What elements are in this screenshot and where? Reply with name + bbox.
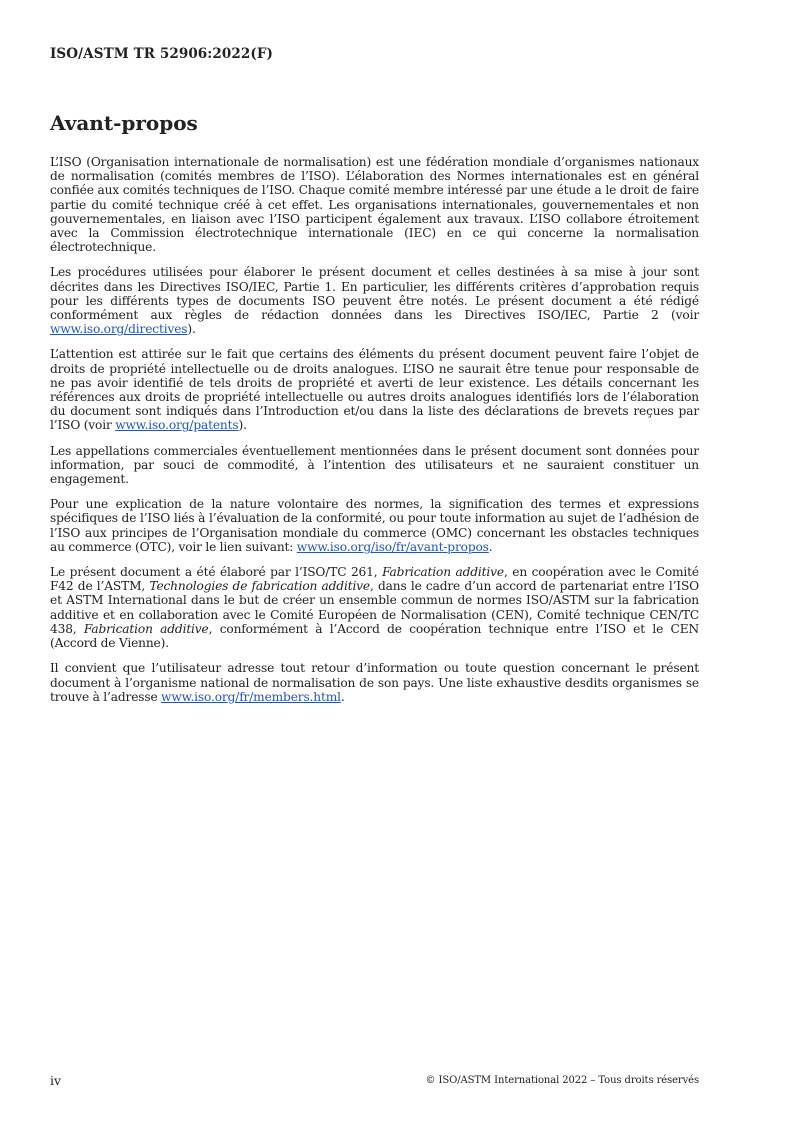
paragraph-procedures-end: ). xyxy=(187,322,196,337)
committee-italic-3: Fabrication additive xyxy=(83,621,209,636)
paragraph-patents-end: ). xyxy=(238,418,247,433)
document-identifier: ISO/ASTM TR 52906:2022(F) xyxy=(50,46,274,62)
paragraph-committee xyxy=(50,565,699,650)
committee-text-1: Le présent document a été élaboré par l’ISO/TC 261, xyxy=(50,565,383,580)
committee-text-4: , conformément à l’Accord de coopération technique entre l’ISO et le CEN (Accord de Vienne). xyxy=(50,621,699,651)
paragraph-feedback-text: Il convient que l’utilisateur adresse tout retour d’information ou toute question concernant le présent document à l’organisme national de normalisation de son pays. Une liste exhaustive desdits organismes se trouve à l’adresse xyxy=(50,661,699,704)
avant-propos-link[interactable]: www.iso.org/iso/fr/avant-propos xyxy=(296,539,489,554)
paragraph-procedures-text: Les procédures utilisées pour élaborer le présent document et celles destinées à sa mise à jour sont décrites dans les Directives ISO/IEC, Partie 1. En particulier, les différents critères d’approbation requis pour les différents types de documents ISO peuvent être notés. Le présent document a été rédigé conformément aux règles de rédaction données dans les Directives ISO/IEC, Partie 2 (voir xyxy=(50,265,699,323)
page-title: Avant-propos xyxy=(50,111,198,135)
committee-text-2: , en coopération avec le Comité F42 de l’ASTM, xyxy=(50,565,699,594)
foreword-body xyxy=(50,155,699,715)
committee-italic-2: Technologies de fabrication additive xyxy=(149,579,370,594)
paragraph-patents xyxy=(50,347,699,432)
paragraph-procedures xyxy=(50,265,699,336)
paragraph-patents-text: L’attention est attirée sur le fait que certains des éléments du présent document peuvent faire l’objet de droits de propriété intellectuelle ou de droits analogues. L’ISO ne saurait être tenue pour responsable de ne pas avoir identifié de tels droits de propriété et averti de leur existence. Les détails concernant les références aux droits de propriété intellectuelle ou autres droits analogues identifiés lors de l’élaboration du document sont indiqués dans l’Introduction et/ou dans la liste des déclarations de brevets reçues par l’ISO (voir xyxy=(50,347,699,433)
paragraph-iso-overview: L’ISO (Organisation internationale de normalisation) est une fédération mondiale d’organismes nationaux de normalisation (comités membres de l’ISO). L’élaboration des Normes internationales est en général confiée aux comités techniques de l’ISO. Chaque comité membre intéressé par une étude a le droit de faire partie du comité technique créé à cet effet. Les organisations internationales, gouvernementales et non gouvernementales, en liaison avec l’ISO participent également aux travaux. L’ISO collabore étroitement avec la Commission électrotechnique internationale (IEC) en ce qui concerne la normalisation électrotechnique. xyxy=(50,155,699,255)
patents-link[interactable]: www.iso.org/patents xyxy=(115,418,239,433)
committee-text-3: , dans le cadre d’un accord de partenariat entre l’ISO et ASTM International dans le but de créer un ensemble commun de normes ISO/ASTM sur la fabrication additive et en collaboration avec le Comité Européen de Normalisation (CEN), Comité technique CEN/TC 438, xyxy=(50,579,699,636)
directives-link[interactable]: www.iso.org/directives xyxy=(50,322,188,337)
paragraph-voluntary-nature xyxy=(50,497,699,554)
page-number: iv xyxy=(50,1073,62,1088)
copyright-notice: © ISO/ASTM International 2022 – Tous droits réservés xyxy=(425,1075,699,1086)
paragraph-voluntary-end: . xyxy=(488,539,493,554)
paragraph-voluntary-text: Pour une explication de la nature volontaire des normes, la signification des termes et expressions spécifiques de l’ISO liés à l’évaluation de la conformité, ou pour toute information au sujet de l’adhésion de l’ISO aux principes de l’Organisation mondiale du commerce (OMC) concernant les obstacles techniques au commerce (OTC), voir le lien suivant: xyxy=(50,497,699,554)
paragraph-feedback xyxy=(50,661,699,704)
paragraph-trade-names: Les appellations commerciales éventuellement mentionnées dans le présent document sont données pour information, par souci de commodité, à l’intention des utilisateurs et ne sauraient constituer un engagement. xyxy=(50,443,699,487)
members-link[interactable]: www.iso.org/fr/members.html xyxy=(161,689,341,704)
paragraph-feedback-end: . xyxy=(340,689,345,704)
committee-italic-1: Fabrication additive xyxy=(382,565,504,580)
